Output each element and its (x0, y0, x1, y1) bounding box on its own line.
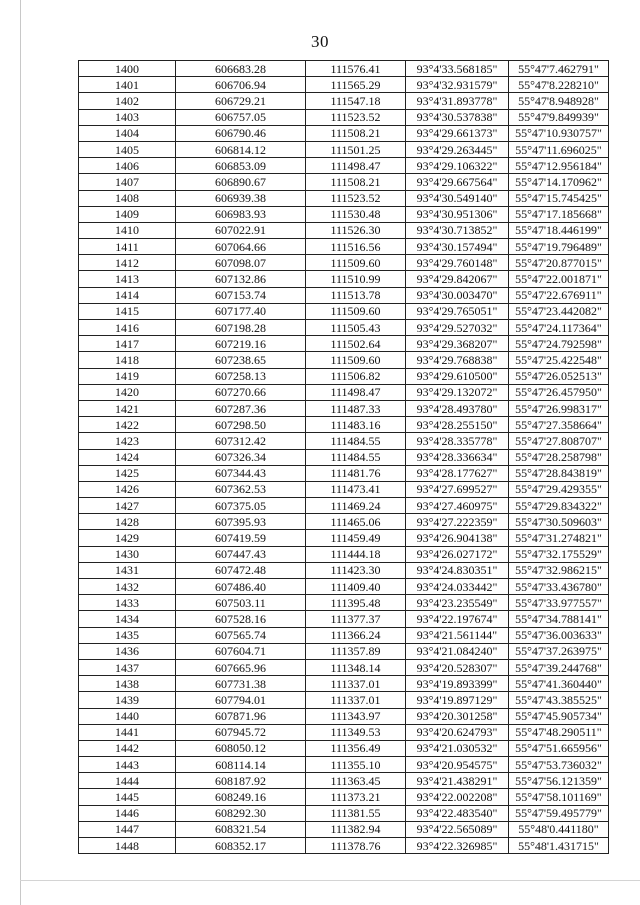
latitude-cell: 55°47'48.290511" (509, 724, 609, 740)
point-number-cell: 1441 (79, 724, 176, 740)
x-coordinate-cell: 607395.93 (176, 514, 306, 530)
y-coordinate-cell: 111356.49 (306, 740, 406, 756)
x-coordinate-cell: 607604.71 (176, 643, 306, 659)
point-number-cell: 1423 (79, 433, 176, 449)
y-coordinate-cell: 111516.56 (306, 239, 406, 255)
y-coordinate-cell: 111357.89 (306, 643, 406, 659)
longitude-cell: 93°4'27.460975" (406, 498, 509, 514)
longitude-cell: 93°4'27.699527" (406, 481, 509, 497)
longitude-cell: 93°4'22.002208" (406, 789, 509, 805)
table-row (79, 627, 609, 643)
x-coordinate-cell: 607298.50 (176, 417, 306, 433)
table-row (79, 514, 609, 530)
longitude-cell: 93°4'28.493780" (406, 400, 509, 416)
y-coordinate-cell: 111469.24 (306, 498, 406, 514)
table-row (79, 433, 609, 449)
latitude-cell: 55°47'27.358664" (509, 417, 609, 433)
y-coordinate-cell: 111508.21 (306, 174, 406, 190)
x-coordinate-cell: 607731.38 (176, 676, 306, 692)
coordinates-table (78, 60, 609, 854)
y-coordinate-cell: 111509.60 (306, 352, 406, 368)
table-row (79, 546, 609, 562)
y-coordinate-cell: 111509.60 (306, 255, 406, 271)
point-number-cell: 1434 (79, 611, 176, 627)
latitude-cell: 55°47'41.360440" (509, 676, 609, 692)
latitude-cell: 55°47'33.436780" (509, 579, 609, 595)
x-coordinate-cell: 607447.43 (176, 546, 306, 562)
x-coordinate-cell: 607419.59 (176, 530, 306, 546)
x-coordinate-cell: 608114.14 (176, 757, 306, 773)
x-coordinate-cell: 608352.17 (176, 838, 306, 854)
x-coordinate-cell: 606729.21 (176, 93, 306, 109)
point-number-cell: 1408 (79, 190, 176, 206)
table-row (79, 400, 609, 416)
longitude-cell: 93°4'29.106322" (406, 158, 509, 174)
point-number-cell: 1421 (79, 400, 176, 416)
table-row (79, 239, 609, 255)
y-coordinate-cell: 111501.25 (306, 141, 406, 157)
table-row (79, 384, 609, 400)
longitude-cell: 93°4'30.157494" (406, 239, 509, 255)
table-row (79, 465, 609, 481)
x-coordinate-cell: 607132.86 (176, 271, 306, 287)
x-coordinate-cell: 607153.74 (176, 287, 306, 303)
table-row (79, 287, 609, 303)
latitude-cell: 55°47'7.462791" (509, 61, 609, 77)
longitude-cell: 93°4'33.568185" (406, 61, 509, 77)
y-coordinate-cell: 111473.41 (306, 481, 406, 497)
x-coordinate-cell: 607362.53 (176, 481, 306, 497)
longitude-cell: 93°4'24.830351" (406, 562, 509, 578)
table-row (79, 805, 609, 821)
x-coordinate-cell: 606983.93 (176, 206, 306, 222)
point-number-cell: 1447 (79, 821, 176, 837)
longitude-cell: 93°4'30.951306" (406, 206, 509, 222)
table-row (79, 320, 609, 336)
x-coordinate-cell: 608321.54 (176, 821, 306, 837)
latitude-cell: 55°47'36.003633" (509, 627, 609, 643)
y-coordinate-cell: 111530.48 (306, 206, 406, 222)
longitude-cell: 93°4'20.624793" (406, 724, 509, 740)
point-number-cell: 1409 (79, 206, 176, 222)
latitude-cell: 55°47'28.843819" (509, 465, 609, 481)
point-number-cell: 1407 (79, 174, 176, 190)
point-number-cell: 1417 (79, 336, 176, 352)
y-coordinate-cell: 111506.82 (306, 368, 406, 384)
y-coordinate-cell: 111523.52 (306, 190, 406, 206)
table-row (79, 498, 609, 514)
latitude-cell: 55°47'9.849939" (509, 109, 609, 125)
table-row (79, 530, 609, 546)
longitude-cell: 93°4'22.326985" (406, 838, 509, 854)
latitude-cell: 55°47'26.457950" (509, 384, 609, 400)
point-number-cell: 1429 (79, 530, 176, 546)
y-coordinate-cell: 111481.76 (306, 465, 406, 481)
table-row (79, 174, 609, 190)
x-coordinate-cell: 607258.13 (176, 368, 306, 384)
latitude-cell: 55°47'24.117364" (509, 320, 609, 336)
point-number-cell: 1424 (79, 449, 176, 465)
longitude-cell: 93°4'26.904138" (406, 530, 509, 546)
point-number-cell: 1406 (79, 158, 176, 174)
latitude-cell: 55°47'24.792598" (509, 336, 609, 352)
x-coordinate-cell: 607794.01 (176, 692, 306, 708)
latitude-cell: 55°47'19.796489" (509, 239, 609, 255)
y-coordinate-cell: 111510.99 (306, 271, 406, 287)
longitude-cell: 93°4'29.368207" (406, 336, 509, 352)
table-row (79, 595, 609, 611)
longitude-cell: 93°4'22.197674" (406, 611, 509, 627)
longitude-cell: 93°4'20.301258" (406, 708, 509, 724)
longitude-cell: 93°4'30.713852" (406, 222, 509, 238)
latitude-cell: 55°47'45.905734" (509, 708, 609, 724)
point-number-cell: 1430 (79, 546, 176, 562)
latitude-cell: 55°47'32.986215" (509, 562, 609, 578)
y-coordinate-cell: 111409.40 (306, 579, 406, 595)
x-coordinate-cell: 608187.92 (176, 773, 306, 789)
y-coordinate-cell: 111505.43 (306, 320, 406, 336)
latitude-cell: 55°47'23.442082" (509, 303, 609, 319)
longitude-cell: 93°4'29.765051" (406, 303, 509, 319)
longitude-cell: 93°4'27.222359" (406, 514, 509, 530)
y-coordinate-cell: 111498.47 (306, 158, 406, 174)
point-number-cell: 1443 (79, 757, 176, 773)
y-coordinate-cell: 111498.47 (306, 384, 406, 400)
x-coordinate-cell: 607565.74 (176, 627, 306, 643)
latitude-cell: 55°47'22.001871" (509, 271, 609, 287)
point-number-cell: 1413 (79, 271, 176, 287)
longitude-cell: 93°4'20.528307" (406, 659, 509, 675)
y-coordinate-cell: 111337.01 (306, 676, 406, 692)
point-number-cell: 1405 (79, 141, 176, 157)
table-row (79, 692, 609, 708)
point-number-cell: 1410 (79, 222, 176, 238)
table-row (79, 740, 609, 756)
table-row (79, 708, 609, 724)
longitude-cell: 93°4'29.842067" (406, 271, 509, 287)
x-coordinate-cell: 607665.96 (176, 659, 306, 675)
latitude-cell: 55°47'18.446199" (509, 222, 609, 238)
latitude-cell: 55°48'1.431715" (509, 838, 609, 854)
table-row (79, 838, 609, 854)
table-row (79, 643, 609, 659)
latitude-cell: 55°47'33.977557" (509, 595, 609, 611)
x-coordinate-cell: 607270.66 (176, 384, 306, 400)
point-number-cell: 1440 (79, 708, 176, 724)
longitude-cell: 93°4'24.033442" (406, 579, 509, 595)
point-number-cell: 1403 (79, 109, 176, 125)
latitude-cell: 55°47'29.429355" (509, 481, 609, 497)
y-coordinate-cell: 111487.33 (306, 400, 406, 416)
latitude-cell: 55°47'8.228210" (509, 77, 609, 93)
y-coordinate-cell: 111547.18 (306, 93, 406, 109)
x-coordinate-cell: 607312.42 (176, 433, 306, 449)
x-coordinate-cell: 607871.96 (176, 708, 306, 724)
point-number-cell: 1436 (79, 643, 176, 659)
table-row (79, 659, 609, 675)
table-row (79, 222, 609, 238)
table-row (79, 190, 609, 206)
table-row (79, 141, 609, 157)
latitude-cell: 55°47'31.274821" (509, 530, 609, 546)
longitude-cell: 93°4'21.438291" (406, 773, 509, 789)
table-row (79, 61, 609, 77)
x-coordinate-cell: 606814.12 (176, 141, 306, 157)
latitude-cell: 55°47'56.121359" (509, 773, 609, 789)
x-coordinate-cell: 606706.94 (176, 77, 306, 93)
table-row (79, 611, 609, 627)
longitude-cell: 93°4'29.760148" (406, 255, 509, 271)
table-row (79, 579, 609, 595)
y-coordinate-cell: 111381.55 (306, 805, 406, 821)
point-number-cell: 1433 (79, 595, 176, 611)
longitude-cell: 93°4'23.235549" (406, 595, 509, 611)
y-coordinate-cell: 111508.21 (306, 125, 406, 141)
latitude-cell: 55°47'20.877015" (509, 255, 609, 271)
table-row (79, 336, 609, 352)
x-coordinate-cell: 608249.16 (176, 789, 306, 805)
x-coordinate-cell: 607287.36 (176, 400, 306, 416)
y-coordinate-cell: 111523.52 (306, 109, 406, 125)
latitude-cell: 55°47'29.834322" (509, 498, 609, 514)
x-coordinate-cell: 608050.12 (176, 740, 306, 756)
longitude-cell: 93°4'19.893399" (406, 676, 509, 692)
table-row (79, 255, 609, 271)
x-coordinate-cell: 607177.40 (176, 303, 306, 319)
point-number-cell: 1435 (79, 627, 176, 643)
table-row (79, 449, 609, 465)
latitude-cell: 55°47'53.736032" (509, 757, 609, 773)
point-number-cell: 1428 (79, 514, 176, 530)
y-coordinate-cell: 111484.55 (306, 433, 406, 449)
point-number-cell: 1437 (79, 659, 176, 675)
y-coordinate-cell: 111337.01 (306, 692, 406, 708)
x-coordinate-cell: 606790.46 (176, 125, 306, 141)
longitude-cell: 93°4'22.483540" (406, 805, 509, 821)
table-row (79, 481, 609, 497)
latitude-cell: 55°47'26.998317" (509, 400, 609, 416)
longitude-cell: 93°4'21.084240" (406, 643, 509, 659)
latitude-cell: 55°47'17.185668" (509, 206, 609, 222)
table-row (79, 271, 609, 287)
point-number-cell: 1414 (79, 287, 176, 303)
longitude-cell: 93°4'26.027172" (406, 546, 509, 562)
latitude-cell: 55°47'11.696025" (509, 141, 609, 157)
table-row (79, 821, 609, 837)
latitude-cell: 55°47'15.745425" (509, 190, 609, 206)
longitude-cell: 93°4'29.768838" (406, 352, 509, 368)
point-number-cell: 1438 (79, 676, 176, 692)
longitude-cell: 93°4'31.893778" (406, 93, 509, 109)
longitude-cell: 93°4'28.177627" (406, 465, 509, 481)
y-coordinate-cell: 111348.14 (306, 659, 406, 675)
x-coordinate-cell: 606683.28 (176, 61, 306, 77)
point-number-cell: 1444 (79, 773, 176, 789)
latitude-cell: 55°47'34.788141" (509, 611, 609, 627)
longitude-cell: 93°4'28.255150" (406, 417, 509, 433)
y-coordinate-cell: 111349.53 (306, 724, 406, 740)
latitude-cell: 55°47'37.263975" (509, 643, 609, 659)
table-row (79, 352, 609, 368)
x-coordinate-cell: 607528.16 (176, 611, 306, 627)
y-coordinate-cell: 111565.29 (306, 77, 406, 93)
point-number-cell: 1416 (79, 320, 176, 336)
latitude-cell: 55°47'32.175529" (509, 546, 609, 562)
y-coordinate-cell: 111484.55 (306, 449, 406, 465)
y-coordinate-cell: 111576.41 (306, 61, 406, 77)
x-coordinate-cell: 607098.07 (176, 255, 306, 271)
point-number-cell: 1411 (79, 239, 176, 255)
table-row (79, 773, 609, 789)
y-coordinate-cell: 111502.64 (306, 336, 406, 352)
longitude-cell: 93°4'21.030532" (406, 740, 509, 756)
table-row (79, 724, 609, 740)
y-coordinate-cell: 111459.49 (306, 530, 406, 546)
point-number-cell: 1425 (79, 465, 176, 481)
point-number-cell: 1415 (79, 303, 176, 319)
y-coordinate-cell: 111423.30 (306, 562, 406, 578)
longitude-cell: 93°4'30.537838" (406, 109, 509, 125)
point-number-cell: 1404 (79, 125, 176, 141)
latitude-cell: 55°47'30.509603" (509, 514, 609, 530)
y-coordinate-cell: 111377.37 (306, 611, 406, 627)
point-number-cell: 1420 (79, 384, 176, 400)
y-coordinate-cell: 111366.24 (306, 627, 406, 643)
x-coordinate-cell: 607219.16 (176, 336, 306, 352)
point-number-cell: 1426 (79, 481, 176, 497)
table-row (79, 562, 609, 578)
table-row (79, 757, 609, 773)
x-coordinate-cell: 607503.11 (176, 595, 306, 611)
longitude-cell: 93°4'29.610500" (406, 368, 509, 384)
latitude-cell: 55°47'59.495779" (509, 805, 609, 821)
table-row (79, 109, 609, 125)
y-coordinate-cell: 111355.10 (306, 757, 406, 773)
y-coordinate-cell: 111395.48 (306, 595, 406, 611)
x-coordinate-cell: 607945.72 (176, 724, 306, 740)
point-number-cell: 1445 (79, 789, 176, 805)
latitude-cell: 55°47'22.676911" (509, 287, 609, 303)
x-coordinate-cell: 606939.38 (176, 190, 306, 206)
y-coordinate-cell: 111378.76 (306, 838, 406, 854)
y-coordinate-cell: 111526.30 (306, 222, 406, 238)
latitude-cell: 55°47'43.385525" (509, 692, 609, 708)
x-coordinate-cell: 608292.30 (176, 805, 306, 821)
table-row (79, 303, 609, 319)
longitude-cell: 93°4'21.561144" (406, 627, 509, 643)
longitude-cell: 93°4'29.527032" (406, 320, 509, 336)
table-row (79, 206, 609, 222)
latitude-cell: 55°47'51.665956" (509, 740, 609, 756)
y-coordinate-cell: 111343.97 (306, 708, 406, 724)
longitude-cell: 93°4'22.565089" (406, 821, 509, 837)
longitude-cell: 93°4'20.954575" (406, 757, 509, 773)
longitude-cell: 93°4'32.931579" (406, 77, 509, 93)
table-row (79, 676, 609, 692)
longitude-cell: 93°4'29.263445" (406, 141, 509, 157)
x-coordinate-cell: 607198.28 (176, 320, 306, 336)
x-coordinate-cell: 607022.91 (176, 222, 306, 238)
longitude-cell: 93°4'28.335778" (406, 433, 509, 449)
table-row (79, 417, 609, 433)
latitude-cell: 55°47'26.052513" (509, 368, 609, 384)
longitude-cell: 93°4'29.132072" (406, 384, 509, 400)
x-coordinate-cell: 607472.48 (176, 562, 306, 578)
latitude-cell: 55°47'8.948928" (509, 93, 609, 109)
scan-left-edge (20, 0, 21, 905)
y-coordinate-cell: 111513.78 (306, 287, 406, 303)
y-coordinate-cell: 111483.16 (306, 417, 406, 433)
point-number-cell: 1402 (79, 93, 176, 109)
y-coordinate-cell: 111509.60 (306, 303, 406, 319)
x-coordinate-cell: 607375.05 (176, 498, 306, 514)
latitude-cell: 55°47'39.244768" (509, 659, 609, 675)
point-number-cell: 1439 (79, 692, 176, 708)
table-row (79, 158, 609, 174)
y-coordinate-cell: 111444.18 (306, 546, 406, 562)
point-number-cell: 1432 (79, 579, 176, 595)
x-coordinate-cell: 606853.09 (176, 158, 306, 174)
point-number-cell: 1400 (79, 61, 176, 77)
point-number-cell: 1446 (79, 805, 176, 821)
y-coordinate-cell: 111373.21 (306, 789, 406, 805)
longitude-cell: 93°4'28.336634" (406, 449, 509, 465)
y-coordinate-cell: 111363.45 (306, 773, 406, 789)
table-row (79, 77, 609, 93)
x-coordinate-cell: 607064.66 (176, 239, 306, 255)
point-number-cell: 1427 (79, 498, 176, 514)
x-coordinate-cell: 607486.40 (176, 579, 306, 595)
latitude-cell: 55°47'10.930757" (509, 125, 609, 141)
x-coordinate-cell: 607238.65 (176, 352, 306, 368)
point-number-cell: 1442 (79, 740, 176, 756)
longitude-cell: 93°4'29.661373" (406, 125, 509, 141)
point-number-cell: 1422 (79, 417, 176, 433)
latitude-cell: 55°47'58.101169" (509, 789, 609, 805)
scan-bottom-edge (20, 880, 640, 881)
y-coordinate-cell: 111382.94 (306, 821, 406, 837)
point-number-cell: 1412 (79, 255, 176, 271)
table-row (79, 789, 609, 805)
latitude-cell: 55°47'25.422548" (509, 352, 609, 368)
point-number-cell: 1431 (79, 562, 176, 578)
point-number-cell: 1401 (79, 77, 176, 93)
point-number-cell: 1418 (79, 352, 176, 368)
table-row (79, 368, 609, 384)
longitude-cell: 93°4'29.667564" (406, 174, 509, 190)
x-coordinate-cell: 606757.05 (176, 109, 306, 125)
table-row (79, 93, 609, 109)
latitude-cell: 55°47'28.258798" (509, 449, 609, 465)
point-number-cell: 1448 (79, 838, 176, 854)
coordinates-table-body (79, 61, 609, 854)
latitude-cell: 55°47'27.808707" (509, 433, 609, 449)
table-row (79, 125, 609, 141)
longitude-cell: 93°4'19.897129" (406, 692, 509, 708)
longitude-cell: 93°4'30.003470" (406, 287, 509, 303)
x-coordinate-cell: 607344.43 (176, 465, 306, 481)
x-coordinate-cell: 607326.34 (176, 449, 306, 465)
latitude-cell: 55°48'0.441180" (509, 821, 609, 837)
latitude-cell: 55°47'12.956184" (509, 158, 609, 174)
y-coordinate-cell: 111465.06 (306, 514, 406, 530)
longitude-cell: 93°4'30.549140" (406, 190, 509, 206)
latitude-cell: 55°47'14.170962" (509, 174, 609, 190)
point-number-cell: 1419 (79, 368, 176, 384)
page-number: 30 (311, 32, 329, 51)
x-coordinate-cell: 606890.67 (176, 174, 306, 190)
